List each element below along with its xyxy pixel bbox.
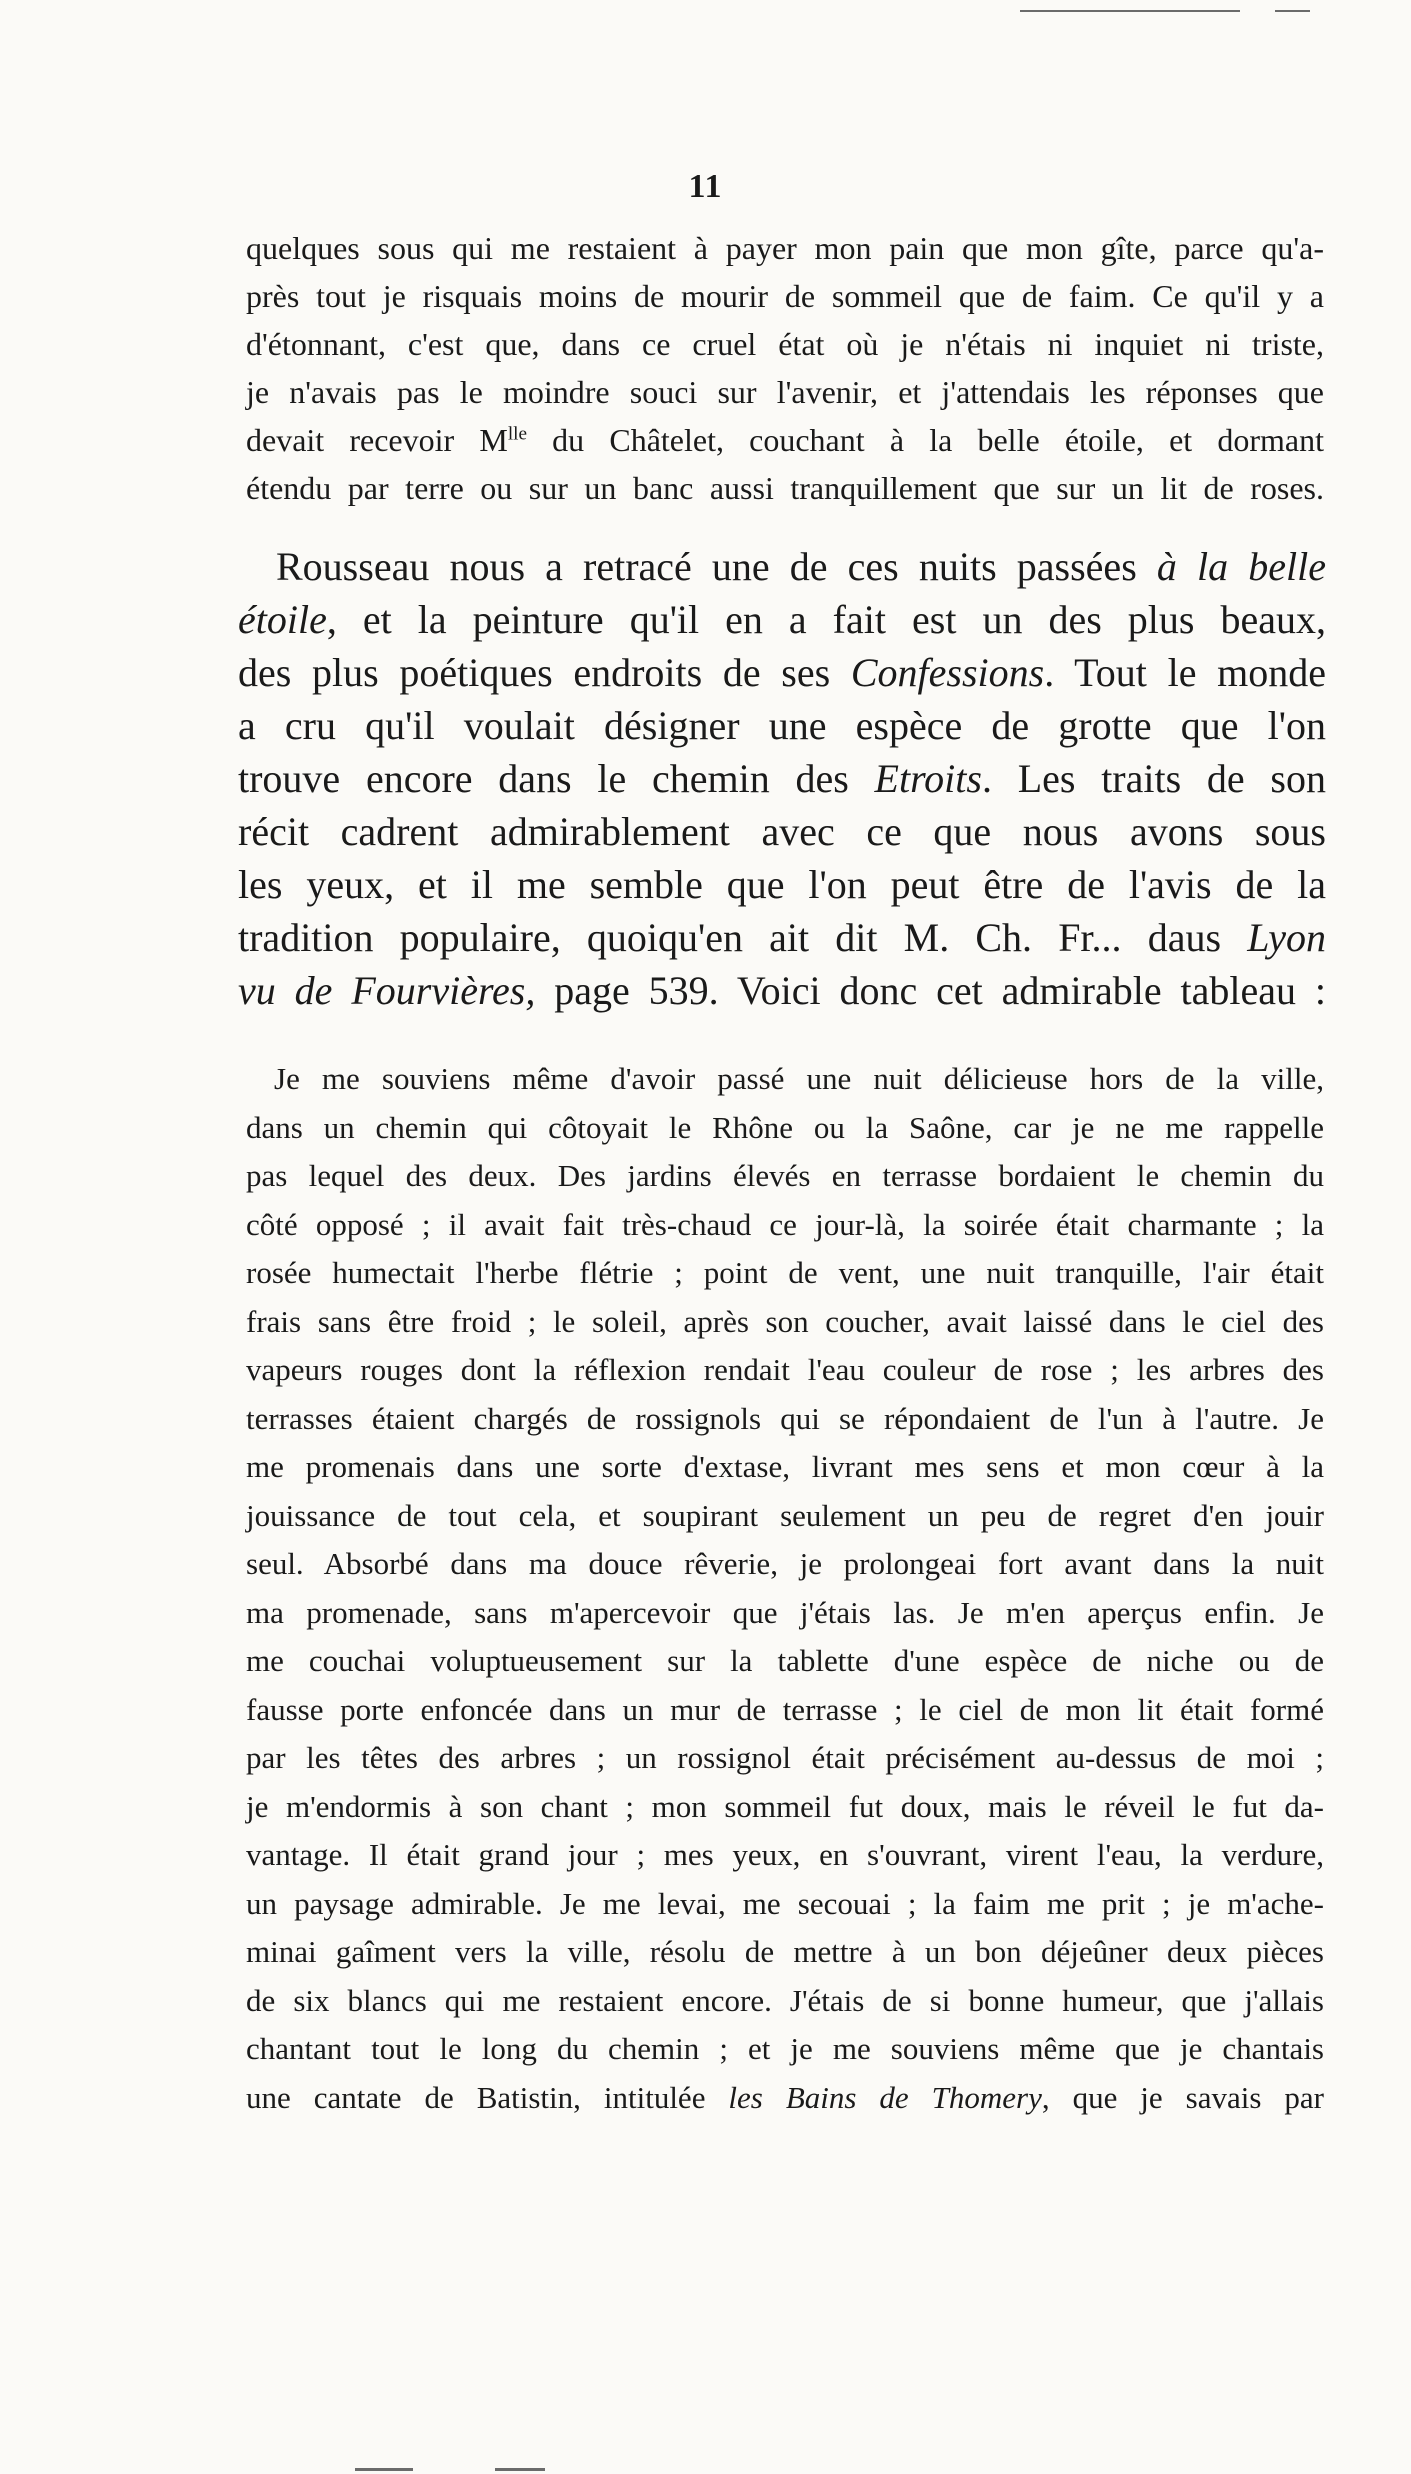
- quote-line: [246, 2074, 1324, 2123]
- quote-line: dans un chemin qui côtoyait le Rhône ou la Saône, car je ne me rappelle: [246, 1109, 1324, 1145]
- text-line: d'étonnant, c'est que, dans ce cruel état où je n'étais ni inquiet ni triste,: [246, 326, 1324, 362]
- italic-segment: les Bains de Thomery: [728, 2079, 1042, 2115]
- paragraph-continuation: [246, 224, 1324, 512]
- quote-line: vapeurs rouges dont la réflexion rendait l'eau couleur de rose ; les arbres des: [246, 1352, 1324, 1387]
- quote-line: rosée humectait l'herbe flétrie ; point de vent, une nuit tranquille, l'air était: [246, 1255, 1324, 1290]
- italic-segment: étoile: [238, 597, 327, 642]
- text-line: récit cadrent admirablement avec ce que nous avons sous: [238, 809, 1326, 854]
- text-line: [238, 911, 1326, 964]
- quote-line: terrasses étaient chargés de rossignols qui se répondaient de l'un à l'autre. Je: [246, 1400, 1324, 1436]
- quote-line: un paysage admirable. Je me levai, me secouai ; la faim me prit ; je m'ache-: [246, 1885, 1324, 1921]
- quote-line: vantage. Il était grand jour ; mes yeux, en s'ouvrant, virent l'eau, la verdure,: [246, 1837, 1324, 1872]
- quote-line: minai gaîment vers la ville, résolu de mettre à un bon déjeûner deux pièces: [246, 1934, 1324, 1969]
- quote-line: me couchai voluptueusement sur la tablette d'une espèce de niche ou de: [246, 1643, 1324, 1678]
- bottom-edge-rule: [495, 2468, 545, 2471]
- quote-line: côté opposé ; il avait fait très-chaud ce jour-là, la soirée était charmante ; la: [246, 1206, 1324, 1242]
- text-line: je n'avais pas le moindre souci sur l'avenir, et j'attendais les réponses que: [246, 374, 1324, 410]
- text-line: [238, 540, 1326, 593]
- text-segment: , que je savais par: [1041, 2079, 1324, 2115]
- text-segment: devait recevoir M: [246, 422, 508, 458]
- text-line: [238, 752, 1326, 805]
- top-edge-rule: [1020, 10, 1240, 12]
- quotation-block: [246, 1055, 1324, 2122]
- quote-line: seul. Absorbé dans ma douce rêverie, je prolongeai fort avant dans la nuit: [246, 1546, 1324, 1581]
- text-segment: une cantate de Batistin, intitulée: [246, 2079, 729, 2115]
- quote-line: chantant tout le long du chemin ; et je me souviens même que je chantais: [246, 2031, 1324, 2066]
- paragraph-main: [238, 540, 1326, 1017]
- text-line: [246, 416, 1324, 464]
- text-segment: page 539. Voici donc cet admirable tableau :: [535, 968, 1326, 1013]
- quote-line: fausse porte enfoncée dans un mur de terrasse ; le ciel de mon lit était formé: [246, 1691, 1324, 1727]
- text-segment: . Tout le monde: [1044, 650, 1327, 695]
- text-segment: trouve encore dans le chemin des: [238, 756, 875, 801]
- quote-line: de six blancs qui me restaient encore. J'étais de si bonne humeur, que j'allais: [246, 1982, 1324, 2018]
- page-number: 11: [688, 168, 723, 205]
- quote-line: frais sans être froid ; le soleil, après son coucher, avait laissé dans le ciel des: [246, 1303, 1324, 1339]
- text-line: [238, 646, 1326, 699]
- text-segment: du Châtelet, couchant à la belle étoile, et dormant: [527, 422, 1325, 458]
- italic-segment: Confessions: [850, 650, 1045, 695]
- text-segment: , et la peinture qu'il en a fait est un des plus beaux,: [326, 597, 1326, 642]
- quote-line: ma promenade, sans m'apercevoir que j'étais las. Je m'en aperçus enfin. Je: [246, 1594, 1324, 1630]
- text-segment: tradition populaire, quoiqu'en ait dit M. Ch. Fr... daus: [238, 915, 1248, 960]
- text-line: étendu par terre ou sur un banc aussi tranquillement que sur un lit de roses.: [246, 470, 1324, 506]
- italic-segment: vu de Fourvières,: [238, 968, 536, 1013]
- bottom-edge-rule: [355, 2468, 413, 2471]
- quote-line: me promenais dans une sorte d'extase, livrant mes sens et mon cœur à la: [246, 1449, 1324, 1484]
- text-line: a cru qu'il voulait désigner une espèce de grotte que l'on: [238, 703, 1326, 748]
- text-segment: Rousseau nous a retracé une de ces nuits passées: [276, 544, 1157, 589]
- text-line: les yeux, et il me semble que l'on peut être de l'avis de la: [238, 862, 1326, 907]
- quote-line: pas lequel des deux. Des jardins élevés en terrasse bordaient le chemin du: [246, 1158, 1324, 1193]
- text-line: près tout je risquais moins de mourir de sommeil que de faim. Ce qu'il y a: [246, 278, 1324, 314]
- quote-line: Je me souviens même d'avoir passé une nuit délicieuse hors de la ville,: [274, 1061, 1324, 1096]
- text-line: quelques sous qui me restaient à payer mon pain que mon gîte, parce qu'a-: [246, 230, 1324, 266]
- quote-line: jouissance de tout cela, et soupirant seulement un peu de regret d'en jouir: [246, 1497, 1324, 1533]
- quote-line: par les têtes des arbres ; un rossignol était précisément au-dessus de moi ;: [246, 1740, 1324, 1775]
- italic-segment: Lyon: [1247, 915, 1326, 960]
- text-segment: . Les traits de son: [981, 756, 1326, 801]
- superscript: lle: [507, 423, 527, 445]
- italic-segment: à la belle: [1156, 544, 1326, 589]
- text-line: [238, 964, 1326, 1017]
- text-segment: des plus poétiques endroits de ses: [238, 650, 851, 695]
- text-line: [238, 593, 1326, 646]
- quote-line: je m'endormis à son chant ; mon sommeil fut doux, mais le réveil le fut da-: [246, 1788, 1324, 1824]
- italic-segment: Etroits: [874, 756, 982, 801]
- top-edge-rule-short: [1275, 10, 1310, 12]
